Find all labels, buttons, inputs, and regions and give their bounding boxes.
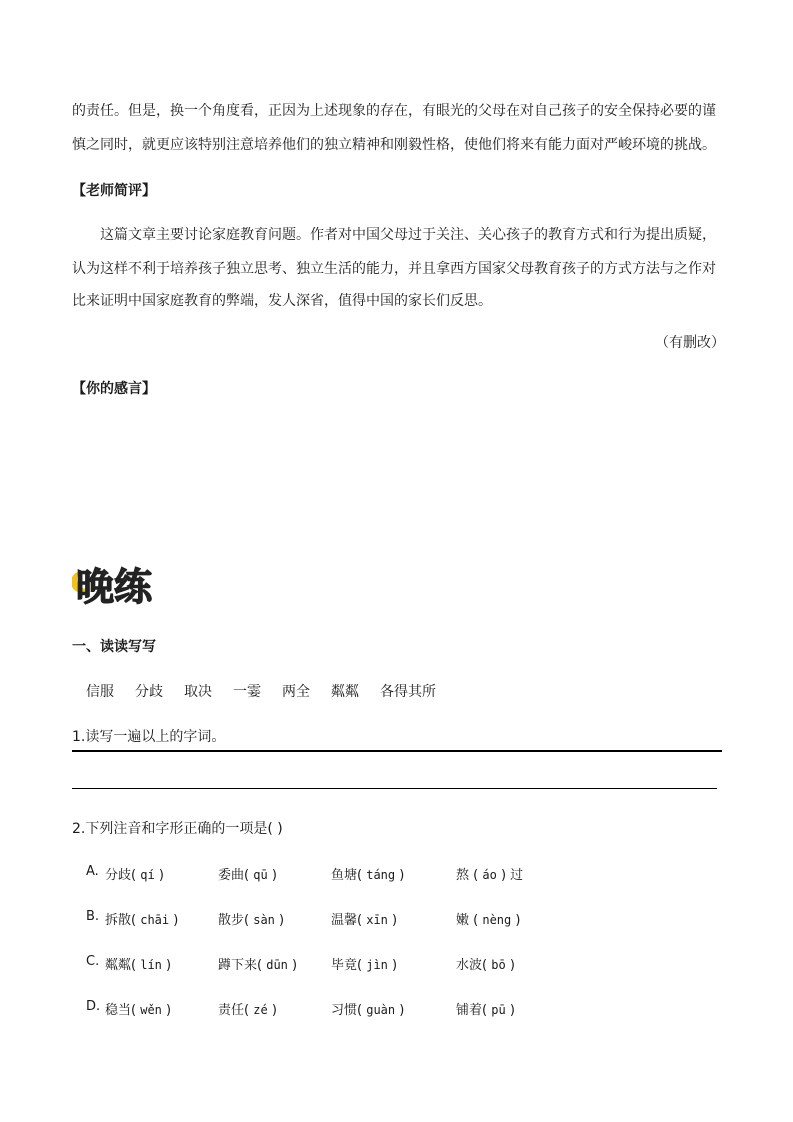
option-word: 习惯 bbox=[331, 1003, 358, 1018]
option-word-tail: 过 bbox=[510, 868, 524, 883]
option-word: 嫩 bbox=[456, 913, 470, 928]
answer-line-1 bbox=[72, 750, 722, 752]
word-7: 各得其所 bbox=[380, 684, 436, 700]
your-thoughts-heading: 【你的感言】 bbox=[72, 381, 156, 397]
word-5: 两全 bbox=[282, 684, 310, 700]
option-word: 熬 bbox=[456, 868, 470, 883]
pinyin: chāi bbox=[140, 913, 170, 927]
option-word: 责任 bbox=[218, 1003, 245, 1018]
pinyin: wěn bbox=[140, 1003, 162, 1017]
option-word: 粼粼 bbox=[105, 958, 132, 973]
option-word: 蹲下来 bbox=[218, 958, 258, 973]
review-line-2: 认为这样不利于培养孩子独立思考、独立生活的能力，并且拿西方国家父母教育孩子的方式方法与之作对 bbox=[72, 261, 716, 277]
article-line-1: 的责任。但是，换一个角度看，正因为上述现象的存在，有眼光的父母在对自己孩子的安全保持必要的谨 bbox=[72, 103, 716, 119]
teacher-review-heading: 【老师简评】 bbox=[72, 183, 156, 199]
option-word: 水波 bbox=[456, 958, 483, 973]
logo-text: 晚练 bbox=[76, 565, 153, 609]
option-word: 分歧 bbox=[105, 868, 132, 883]
pinyin: jìn bbox=[366, 958, 388, 972]
option-letter: A. bbox=[86, 864, 99, 879]
option-letter: D. bbox=[86, 999, 101, 1014]
pinyin: dūn bbox=[266, 958, 288, 972]
pinyin: zé bbox=[253, 1003, 268, 1017]
pinyin: pū bbox=[491, 1003, 506, 1017]
pinyin: sàn bbox=[253, 913, 275, 927]
option-word: 委曲 bbox=[218, 868, 245, 883]
edited-note: （有删改） bbox=[655, 335, 725, 351]
option-word: 铺着 bbox=[456, 1003, 483, 1018]
pinyin: qí bbox=[140, 868, 155, 882]
option-word: 温馨 bbox=[331, 913, 358, 928]
word-2: 分歧 bbox=[135, 684, 163, 700]
option-word: 稳当 bbox=[105, 1003, 132, 1018]
option-letter: C. bbox=[86, 954, 100, 969]
word-3: 取决 bbox=[184, 684, 212, 700]
pinyin: qū bbox=[253, 868, 268, 882]
option-word: 拆散 bbox=[105, 913, 132, 928]
review-line-3: 比来证明中国家庭教育的弊端，发人深省，值得中国的家长们反思。 bbox=[72, 293, 492, 309]
question-2: 2.下列注音和字形正确的一项是( ) bbox=[72, 821, 283, 837]
word-4: 一霎 bbox=[233, 684, 261, 700]
pinyin: bō bbox=[491, 958, 506, 972]
option-word: 散步 bbox=[218, 913, 245, 928]
section-heading: 一、读读写写 bbox=[72, 639, 156, 655]
option-letter: B. bbox=[86, 909, 100, 924]
pinyin: nèng bbox=[482, 913, 512, 927]
question-1: 1.读写一遍以上的字词。 bbox=[72, 729, 226, 745]
pinyin: guàn bbox=[366, 1003, 396, 1017]
pinyin: áo bbox=[482, 868, 497, 882]
pinyin: táng bbox=[366, 868, 396, 882]
option-word: 鱼塘 bbox=[331, 868, 358, 883]
answer-line-2 bbox=[72, 788, 717, 789]
word-6: 粼粼 bbox=[331, 684, 359, 700]
evening-practice-logo bbox=[72, 556, 172, 610]
pinyin: xīn bbox=[366, 913, 388, 927]
article-line-2: 慎之同时，就更应该特别注意培养他们的独立精神和刚毅性格，使他们将来有能力面对严峻环境的挑战。 bbox=[72, 137, 716, 153]
word-1: 信服 bbox=[86, 684, 114, 700]
option-word: 毕竟 bbox=[331, 958, 358, 973]
review-line-1: 这篇文章主要讨论家庭教育问题。作者对中国父母过于关注、关心孩子的教育方式和行为提出质疑， bbox=[100, 227, 716, 243]
pinyin: lín bbox=[140, 958, 162, 972]
